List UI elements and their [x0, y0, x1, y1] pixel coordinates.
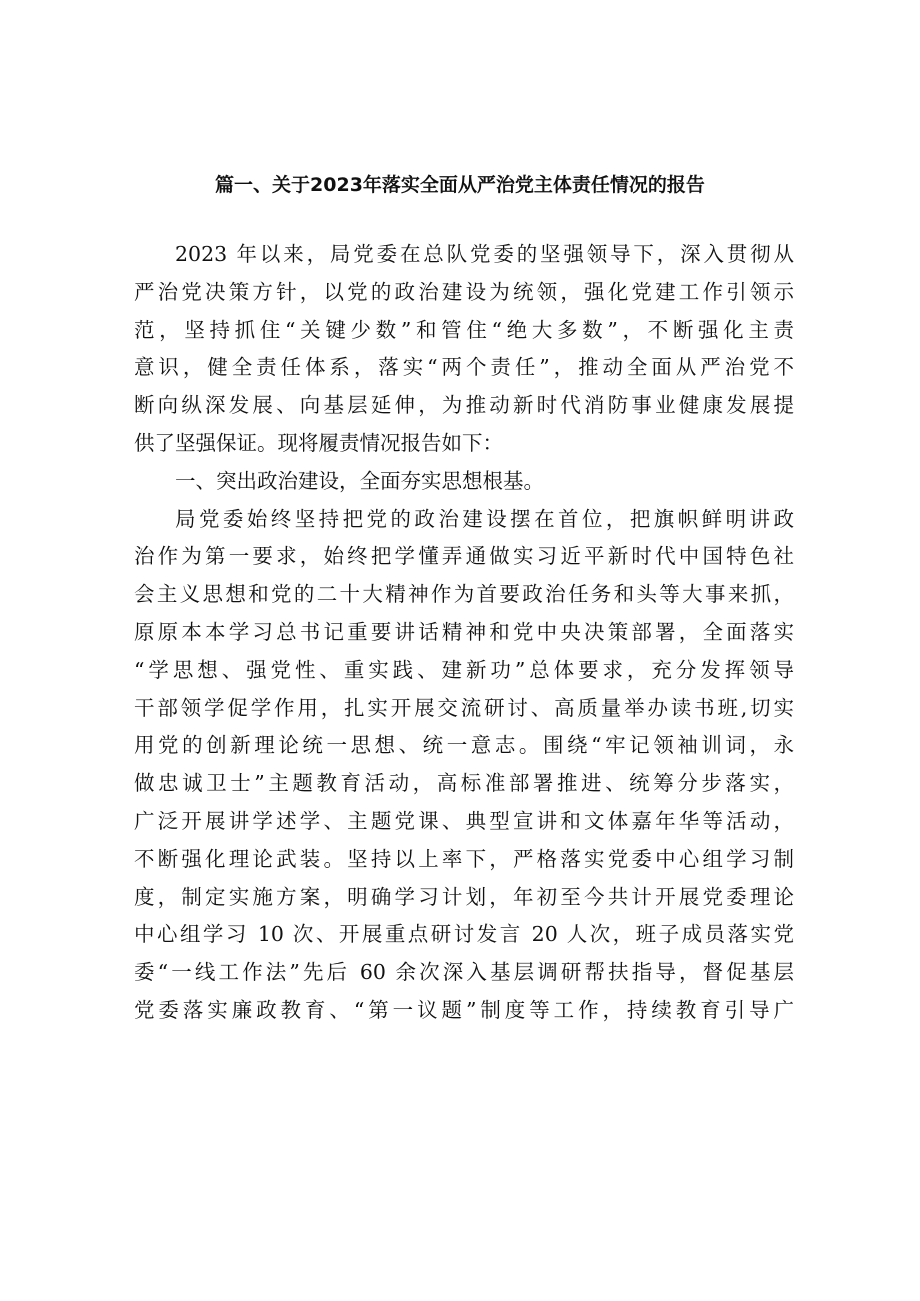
paragraph-line: 用党的创新理论统一思想、统一意志。围绕“牢记领袖训词，永 — [134, 733, 794, 758]
paragraph-line: 广泛开展讲学述学、主题党课、典型宣讲和文体嘉年华等活动， — [134, 808, 794, 833]
document-title: 篇一、关于2023年落实全面从严治党主体责任情况的报告 — [215, 174, 705, 196]
paragraph-line: 严治党决策方针，以党的政治建设为统领，强化党建工作引领示 — [134, 279, 794, 304]
paragraph-line: “学思想、强党性、重实践、建新功”总体要求，充分发挥领导 — [134, 657, 794, 682]
paragraph-line: 中心组学习 10 次、开展重点研讨发言 20 人次，班子成员落实党 — [134, 922, 794, 947]
paragraph-line: 做忠诚卫士”主题教育活动，高标准部署推进、统筹分步落实， — [134, 771, 794, 796]
paragraph-line: 2023 年以来，局党委在总队党委的坚强领导下，深入贯彻从 — [175, 242, 794, 266]
paragraph-line: 干部领学促学作用，扎实开展交流研讨、高质量举办读书班,切实 — [134, 695, 794, 720]
paragraph-line: 度，制定实施方案，明确学习计划，年初至今共计开展党委理论 — [134, 884, 794, 909]
paragraph-line: 范，坚持抓住“关键少数”和管住“绝大多数”，不断强化主责 — [134, 317, 794, 342]
paragraph-line: 供了坚强保证。现将履责情况报告如下： — [134, 430, 503, 455]
paragraph-line: 会主义思想和党的二十大精神作为首要政治任务和头等大事来抓， — [134, 582, 794, 607]
paragraph-line: 委“一线工作法”先后 60 余次深入基层调研帮扶指导，督促基层 — [134, 960, 794, 985]
paragraph-line: 治作为第一要求，始终把学懂弄通做实习近平新时代中国特色社 — [134, 544, 794, 569]
paragraph-line: 不断强化理论武装。坚持以上率下，严格落实党委中心组学习制 — [134, 846, 794, 871]
paragraph-line: 党委落实廉政教育、“第一议题”制度等工作，持续教育引导广 — [134, 997, 794, 1022]
document-body — [134, 236, 794, 1030]
paragraph-line: 原原本本学习总书记重要讲话精神和党中央决策部署，全面落实 — [134, 619, 794, 644]
paragraph-line: 局党委始终坚持把党的政治建设摆在首位，把旗帜鲜明讲政 — [175, 506, 794, 531]
paragraph-line: 意识，健全责任体系，落实“两个责任”，推动全面从严治党不 — [134, 355, 794, 380]
paragraph-line: 断向纵深发展、向基层延伸，为推动新时代消防事业健康发展提 — [134, 393, 794, 418]
section-heading: 一、突出政治建设，全面夯实思想根基。 — [175, 468, 544, 493]
